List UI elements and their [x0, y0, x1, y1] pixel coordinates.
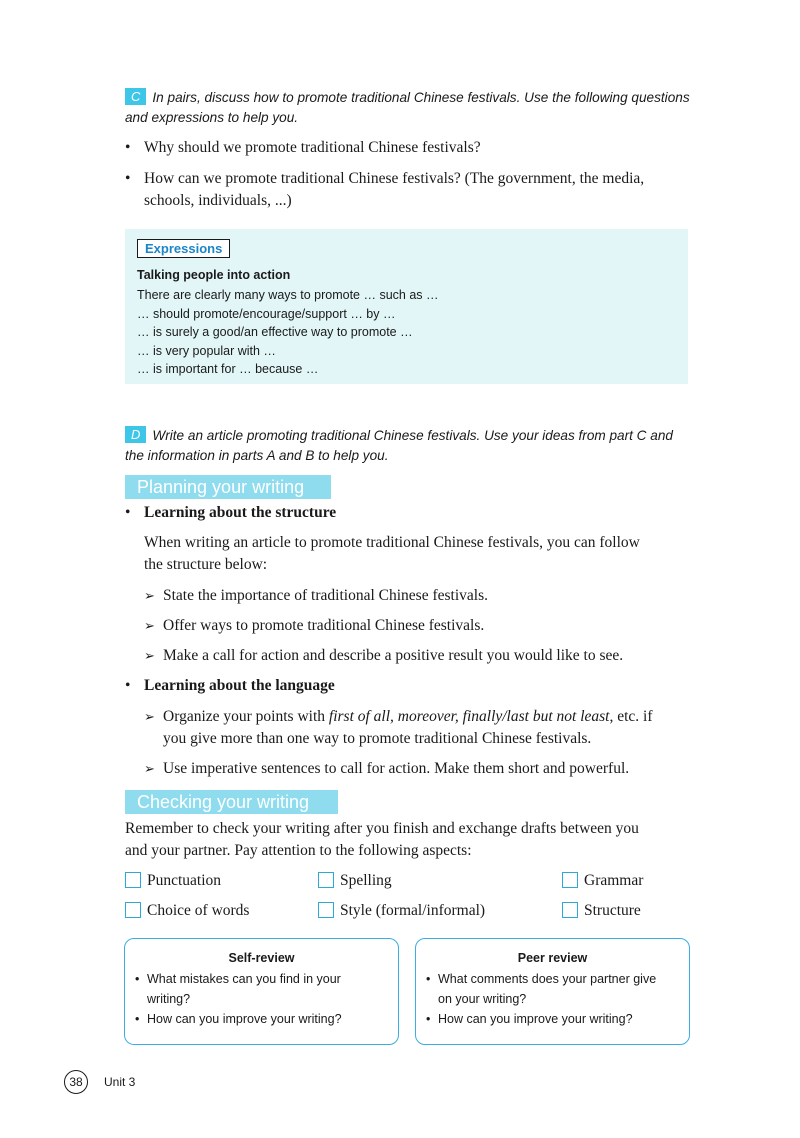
- list-item-line1: What comments does your partner give: [438, 972, 657, 986]
- structure-intro: [144, 532, 704, 576]
- structure-point-1: [144, 585, 704, 607]
- language-heading: [125, 675, 705, 697]
- list-item-line2: writing?: [147, 992, 191, 1006]
- checkbox-style[interactable]: [318, 902, 334, 918]
- expressions-heading: Talking people into action: [137, 268, 291, 282]
- language-point-1-line1: [163, 706, 653, 728]
- peer-review-list: [416, 969, 689, 1029]
- checklist-label: Structure: [584, 902, 641, 919]
- section-c-bullet-2: [125, 168, 705, 212]
- section-c-instruction: [125, 88, 705, 128]
- page-number-circle: [64, 1070, 88, 1094]
- language-point-1-post: , etc. if: [609, 708, 653, 725]
- language-point-1-line2: you give more than one way to promote traditional Chinese festivals.: [163, 730, 592, 747]
- language-point-2: [144, 758, 704, 780]
- structure-intro-line1: When writing an article to promote traditional Chinese festivals, you can follow: [144, 534, 640, 551]
- structure-point-3: [144, 645, 704, 667]
- list-item-line1: How can you improve your writing?: [438, 1012, 633, 1026]
- section-d-instruction-line1: Write an article promoting traditional Chinese festivals. Use your ideas from part C and: [152, 428, 673, 443]
- self-review-title: Self-review: [228, 951, 295, 965]
- structure-point-text: Make a call for action and describe a positive result you would like to see.: [163, 647, 624, 664]
- bullet-dot: •: [125, 170, 131, 187]
- list-item: [125, 969, 398, 1009]
- self-review-list: [125, 969, 398, 1029]
- bullet-text-line2: schools, individuals, ...): [144, 192, 292, 209]
- peer-review-box: [415, 938, 690, 1045]
- checklist-label: Choice of words: [147, 902, 250, 919]
- bullet-dot: •: [125, 677, 131, 694]
- structure-point-2: [144, 615, 704, 637]
- list-item: [416, 1009, 689, 1029]
- checklist-label: Spelling: [340, 872, 392, 889]
- checklist-label: Punctuation: [147, 872, 222, 889]
- planning-banner: Planning your writing: [125, 475, 331, 499]
- list-item-line1: How can you improve your writing?: [147, 1012, 342, 1026]
- language-point-2-text: Use imperative sentences to call for action. Make them short and powerful.: [163, 760, 630, 777]
- structure-point-text: State the importance of traditional Chinese festivals.: [163, 587, 488, 604]
- checking-banner: Checking your writing: [125, 790, 338, 814]
- structure-intro-line2: the structure below:: [144, 556, 268, 573]
- arrow-icon: ➢: [144, 710, 155, 725]
- bullet-dot: •: [125, 139, 131, 156]
- expression-line: There are clearly many ways to promote … such as …: [137, 288, 439, 302]
- checkbox-structure[interactable]: [562, 902, 578, 918]
- arrow-icon: ➢: [144, 762, 155, 777]
- list-item: [125, 1009, 398, 1029]
- section-c-instruction-line2: and expressions to help you.: [125, 110, 299, 125]
- language-point-1-pre: Organize your points with: [163, 708, 329, 725]
- expression-line: … is important for … because …: [137, 362, 319, 376]
- language-point-1-italic: first of all, moreover, finally/last but not least: [328, 708, 610, 725]
- checking-intro-line2: and your partner. Pay attention to the following aspects:: [125, 842, 472, 859]
- checklist-label: Grammar: [584, 872, 644, 889]
- language-heading-text: Learning about the language: [144, 677, 335, 694]
- arrow-icon: ➢: [144, 649, 155, 664]
- expressions-badge: Expressions: [137, 239, 230, 258]
- expression-line: … is very popular with …: [137, 343, 276, 358]
- language-point-1: [144, 706, 704, 750]
- list-item: [416, 969, 689, 1009]
- checkbox-spelling[interactable]: [318, 872, 334, 888]
- structure-heading: [125, 502, 705, 524]
- bullet-dot: •: [125, 504, 131, 521]
- structure-point-text: Offer ways to promote traditional Chinese festivals.: [163, 617, 485, 634]
- section-d-instruction-line2: the information in parts A and B to help you.: [125, 448, 389, 463]
- structure-heading-text: Learning about the structure: [144, 504, 337, 521]
- checkbox-grammar[interactable]: [562, 872, 578, 888]
- bullet-text: Why should we promote traditional Chinese festivals?: [144, 139, 481, 156]
- checklist-label: Style (formal/informal): [340, 902, 486, 919]
- list-item-line2: on your writing?: [438, 992, 527, 1006]
- peer-review-title: Peer review: [517, 951, 588, 965]
- checking-intro: [125, 818, 705, 862]
- expression-line: … should promote/encourage/support … by …: [137, 306, 396, 321]
- checking-intro-line1: Remember to check your writing after you finish and exchange drafts between you: [125, 820, 639, 837]
- bullet-text-line1: How can we promote traditional Chinese festivals? (The government, the media,: [144, 170, 645, 187]
- list-item-line1: What mistakes can you find in your: [147, 972, 341, 986]
- section-d-instruction: [125, 426, 705, 466]
- section-c-letter: C: [125, 88, 146, 105]
- checkbox-choice-of-words[interactable]: [125, 902, 141, 918]
- unit-label: Unit 3: [104, 1075, 136, 1089]
- arrow-icon: ➢: [144, 589, 155, 604]
- section-c-instruction-line1: In pairs, discuss how to promote traditional Chinese festivals. Use the following questions: [152, 90, 690, 105]
- arrow-icon: ➢: [144, 619, 155, 634]
- section-d-letter: D: [125, 426, 146, 443]
- expression-line: … is surely a good/an effective way to promote …: [137, 325, 413, 339]
- expressions-box: [125, 229, 688, 384]
- self-review-box: [124, 938, 399, 1045]
- checkbox-punctuation[interactable]: [125, 872, 141, 888]
- page-number: 38: [69, 1075, 83, 1089]
- section-c-bullet-1: [125, 137, 705, 159]
